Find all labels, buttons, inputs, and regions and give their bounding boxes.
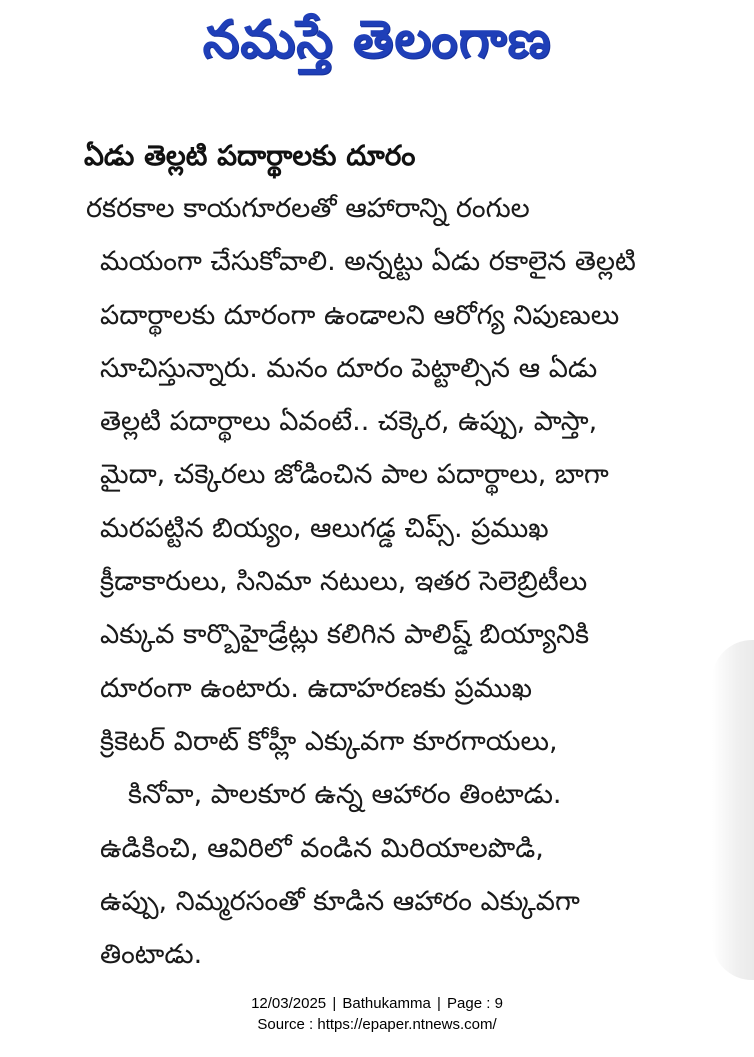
article-line: మైదా, చక్కెరలు జోడించిన పాల పదార్థాలు, బాగా <box>100 459 609 491</box>
article-line: క్రికెటర్ విరాట్ కోహ్లీ ఎక్కువగా కూరగాయలు, <box>100 725 558 757</box>
masthead <box>0 4 754 84</box>
footer-edition: Bathukamma <box>342 995 431 1012</box>
article-line: దూరంగా ఉంటారు. ఉదాహరణకు ప్రముఖ <box>100 672 533 704</box>
article-line: మరపట్టిన బియ్యం, ఆలుగడ్డ చిప్స్. ప్రముఖ <box>100 512 549 544</box>
article-header <box>84 132 714 180</box>
footer-separator: | <box>436 995 441 1012</box>
page-footer <box>0 993 754 1035</box>
article-line: మయంగా చేసుకోవాలి. అన్నట్టు ఏడు రకాలైన తెల్లటి <box>100 246 636 278</box>
footer-meta <box>0 993 754 1014</box>
newspaper-logo: నమస్తే తెలంగాణ <box>202 10 552 70</box>
article-line: కినోవా, పాలకూర ఉన్న ఆహారం తింటాడు. <box>128 779 562 811</box>
article-line: ఉడికించి, ఆవిరిలో వండిన మిరియాలపొడి, <box>100 832 544 864</box>
article-body <box>86 182 720 981</box>
footer-page: Page : 9 <box>447 995 503 1012</box>
article-line: పదార్థాలకు దూరంగా ఉండాలని ఆరోగ్య నిపుణులు <box>100 299 620 331</box>
article-line: తింటాడు. <box>100 939 203 971</box>
article-line: తెల్లటి పదార్థాలు ఏవంటే.. చక్కెర, ఉప్పు, పాస్తా, <box>100 406 598 438</box>
article-line: క్రీడాకారులు, సినిమా నటులు, ఇతర సెలెబ్రిటీలు <box>100 566 588 598</box>
article-line: రకరకాల కాయగూరలతో ఆహారాన్ని రంగుల <box>86 193 530 224</box>
article-line: ఎక్కువ కార్బొహైడ్రేట్లు కలిగిన పాలిష్డ్ బియ్యానికి <box>100 619 590 651</box>
footer-source: Source : https://epaper.ntnews.com/ <box>257 1016 497 1033</box>
footer-separator: | <box>332 995 337 1012</box>
footer-date: 12/03/2025 <box>251 995 327 1012</box>
article-line: ఉప్పు, నిమ్మరసంతో కూడిన ఆహారం ఎక్కువగా <box>100 885 580 917</box>
article-line: సూచిస్తున్నారు. మనం దూరం పెట్టాల్సిన ఆ ఏడు <box>100 352 598 384</box>
article-headline: ఏడు తెల్లటి పదార్థాలకు దూరం <box>84 139 416 172</box>
